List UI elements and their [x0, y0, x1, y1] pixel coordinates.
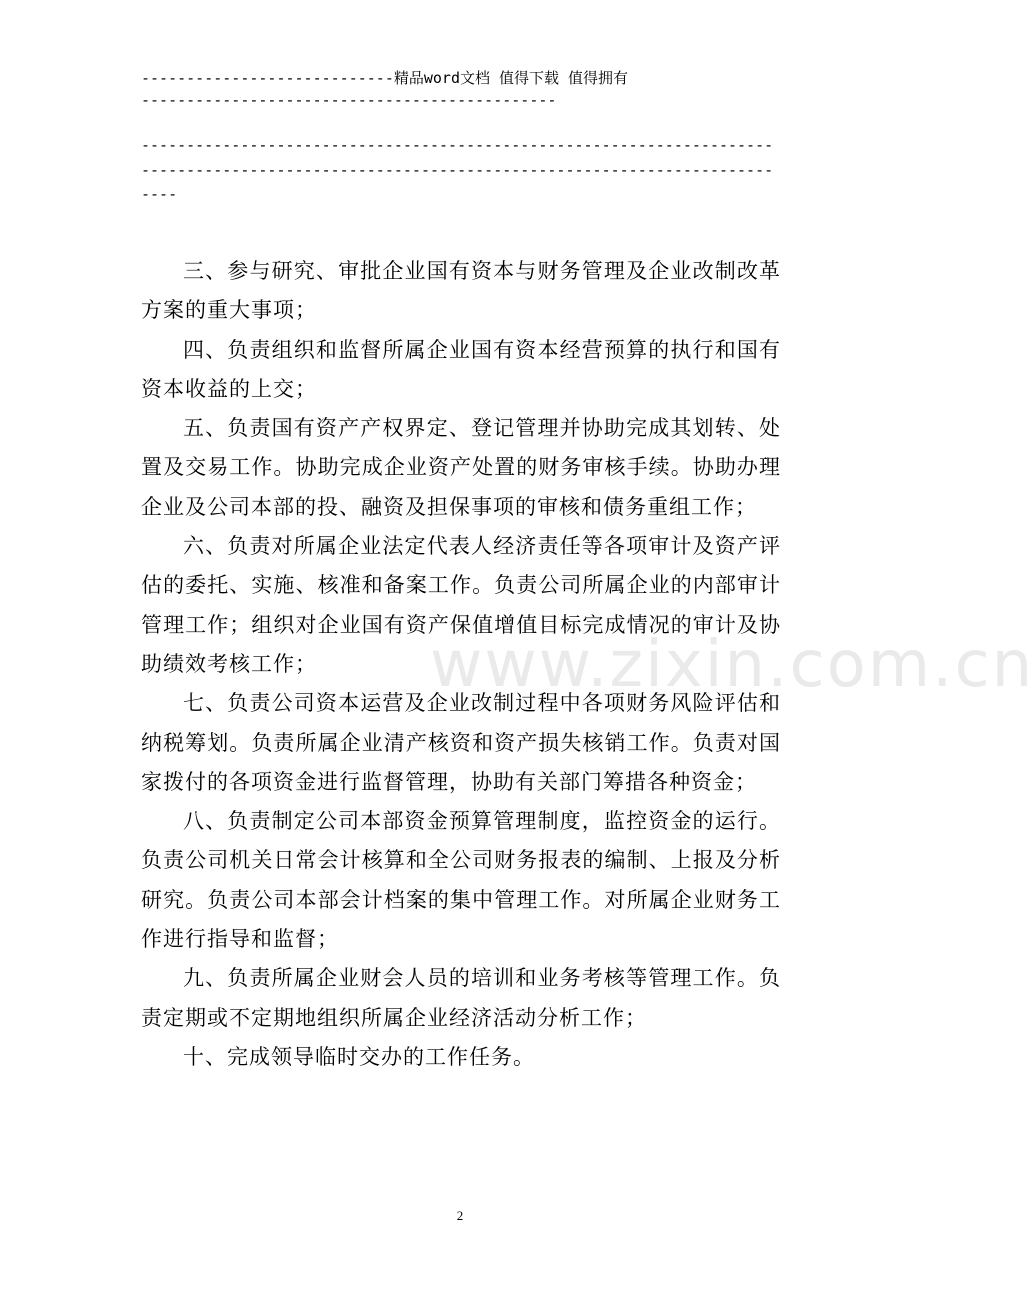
paragraph-item-9: 九、负责所属企业财会人员的培训和业务考核等管理工作。负责定期或不定期地组织所属企业经济活动分析工作；: [141, 966, 781, 1030]
paragraph-item-8: 八、负责制定公司本部资金预算管理制度，监控资金的运行。负责公司机关日常会计核算和全公司财务报表的编制、上报及分析研究。负责公司本部会计档案的集中管理工作。对所属企业财务工作进行指导和监督；: [141, 809, 781, 952]
paragraph-item-7: 七、负责公司资本运营及企业改制过程中各项财务风险评估和纳税筹划。负责所属企业清产核资和资产损失核销工作。负责对国家拨付的各项资金进行监督管理，协助有关部门筹措各种资金；: [141, 691, 781, 794]
paragraph-item-3: 三、参与研究、审批企业国有资本与财务管理及企业改制改革方案的重大事项；: [141, 259, 781, 323]
separator-line-3: ----: [141, 185, 178, 203]
paragraph-item-6: 六、负责对所属企业法定代表人经济责任等各项审计及资产评估的委托、实施、核准和备案工作。负责公司所属企业的内部审计管理工作；组织对企业国有资产保值增值目标完成情况的审计及协助绩效考核工作；: [141, 534, 781, 676]
header-banner: ----------------------------精品word文档 值得下载 值得拥有: [141, 69, 629, 87]
paragraph-item-10: 十、完成领导临时交办的工作任务。: [183, 1044, 535, 1069]
header-dash-line: ----------------------------------------------: [141, 91, 557, 109]
document-body: [141, 252, 781, 1077]
paragraph-item-5: 五、负责国有资产产权界定、登记管理并协助完成其划转、处置及交易工作。协助完成企业资产处置的财务审核手续。协助办理企业及公司本部的投、融资及担保事项的审核和债务重组工作；: [141, 416, 781, 519]
separator-line-2: ----------------------------------------------------------------------: [141, 161, 774, 179]
paragraph-item-4: 四、负责组织和监督所属企业国有资本经营预算的执行和国有资本收益的上交；: [141, 337, 781, 401]
separator-line-1: ----------------------------------------------------------------------: [141, 136, 774, 154]
watermark: www.zixin.com.cn: [430, 628, 1034, 702]
page-number: 2: [456, 1208, 464, 1223]
